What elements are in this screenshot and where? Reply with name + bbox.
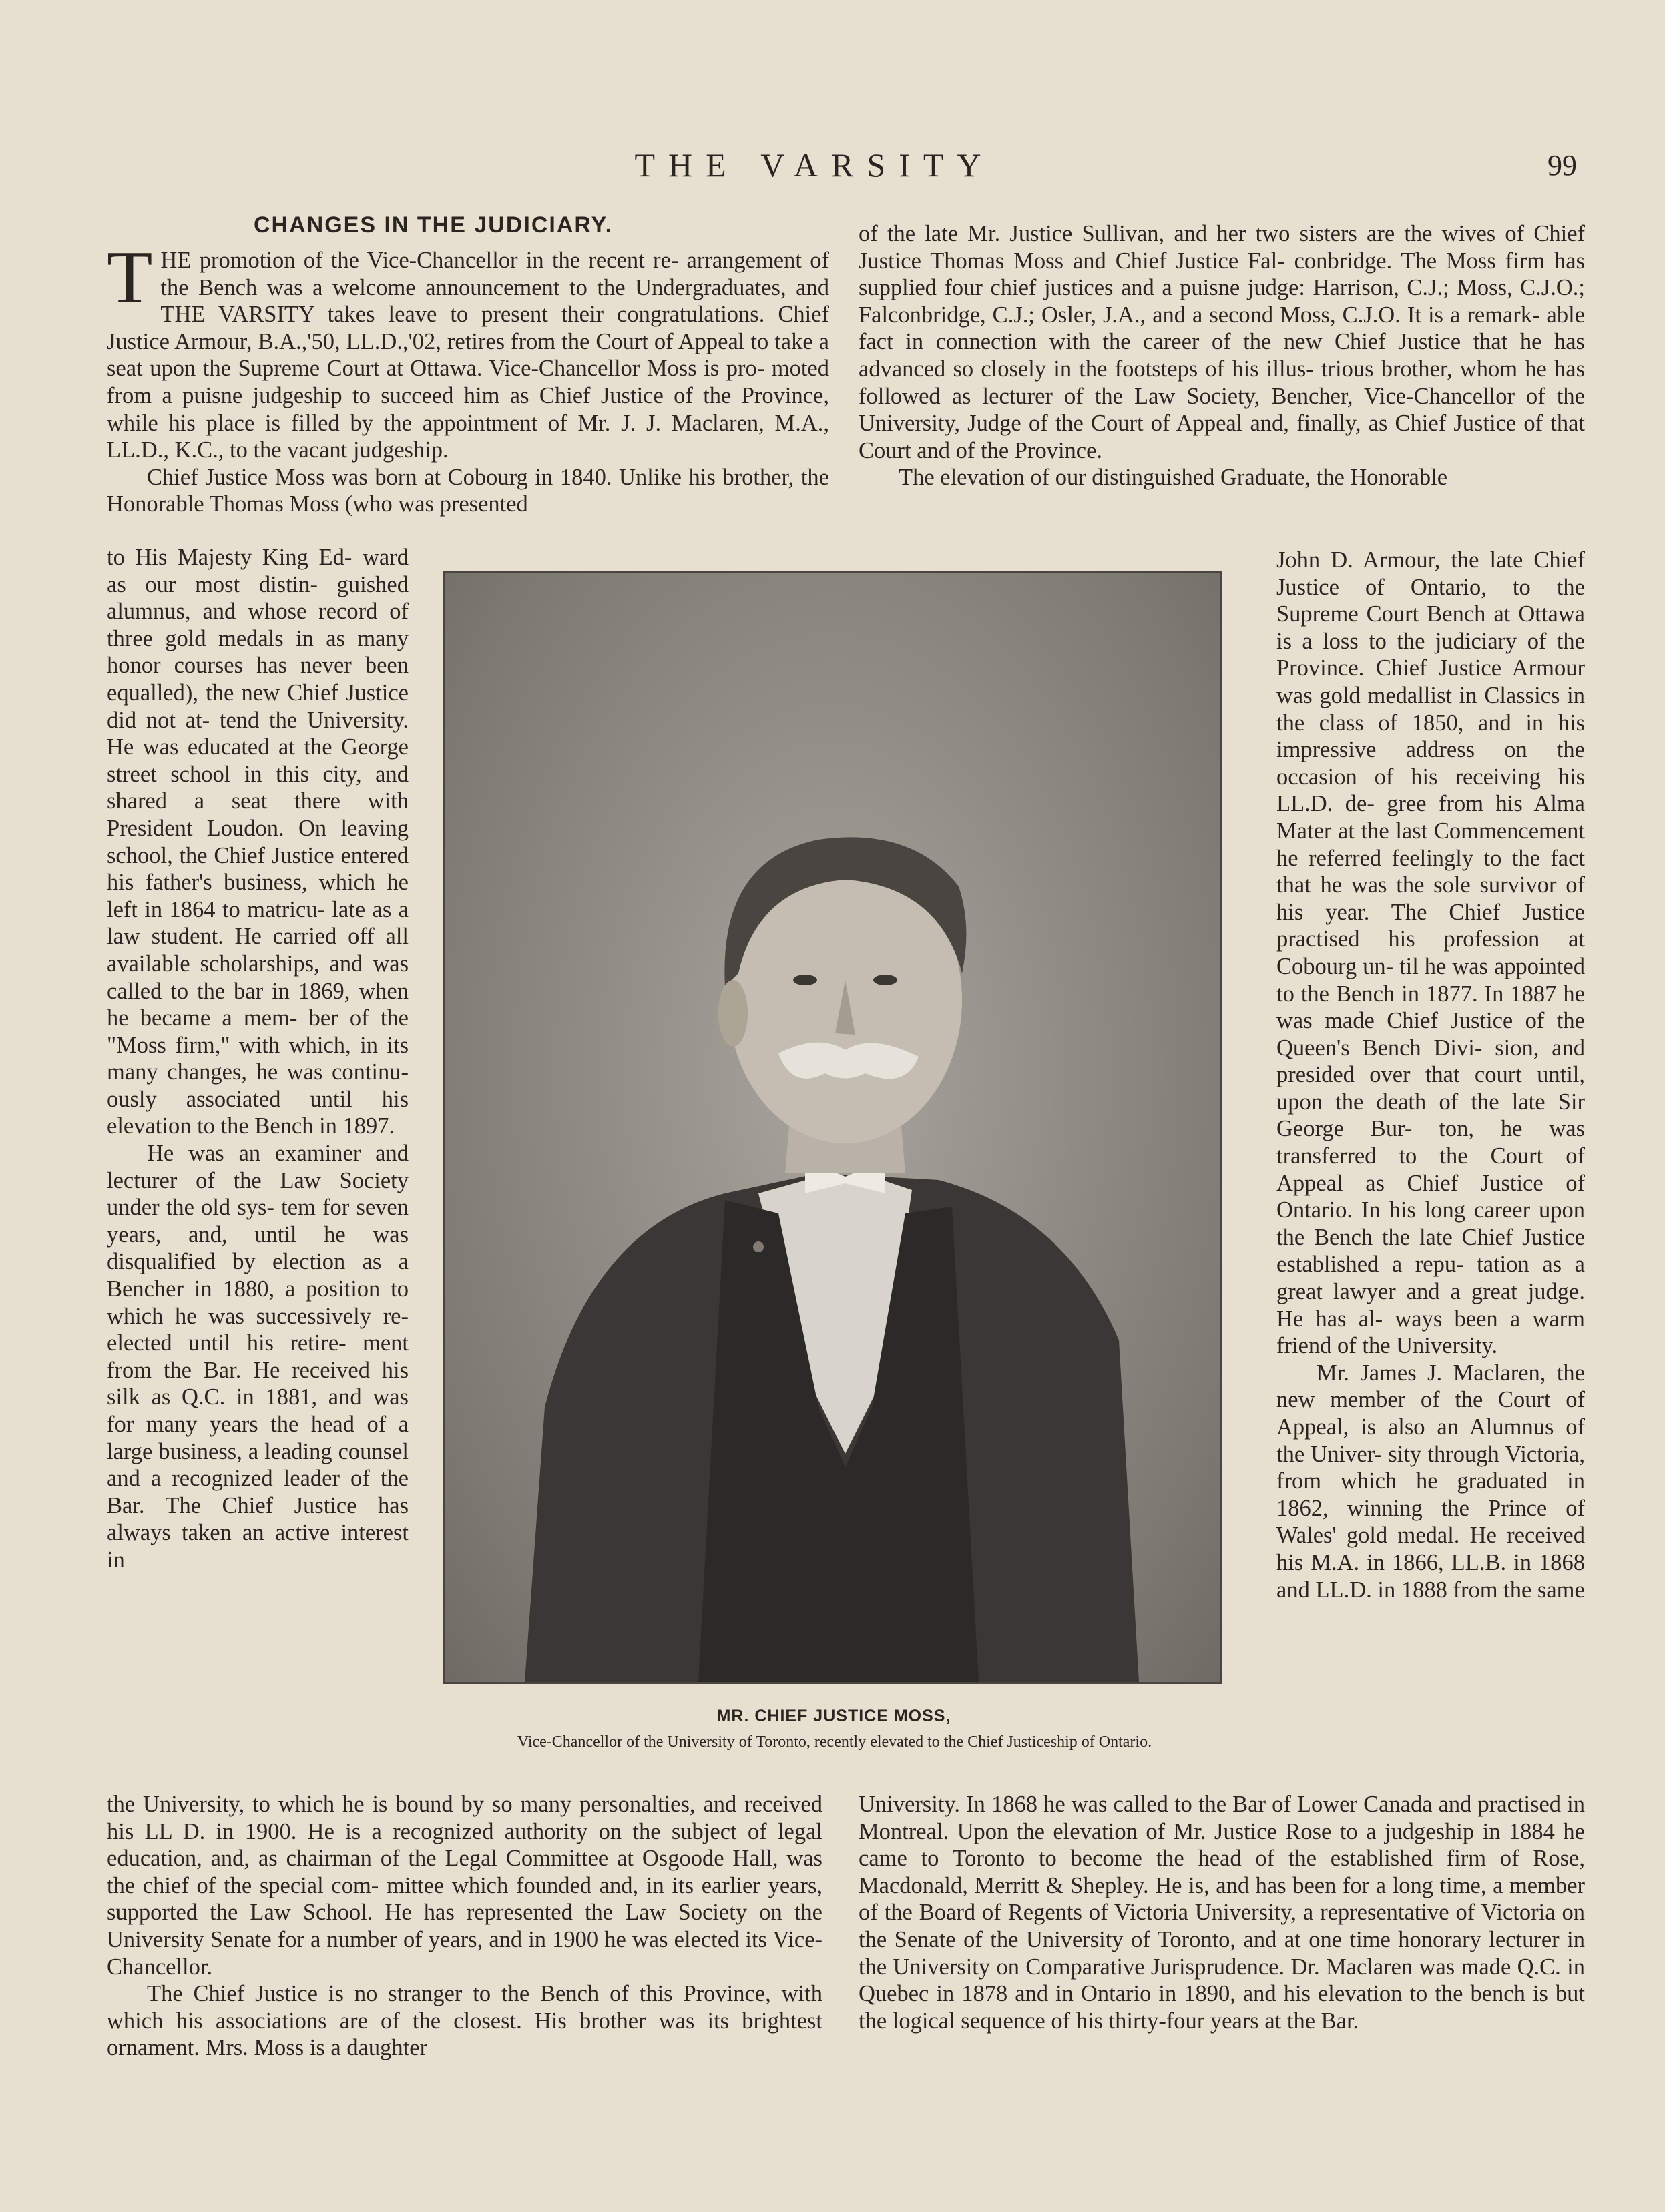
- paragraph-university-ties: the University, to which he is bound by so many personalties, and received his LL D. in 1900. He is a recognized authority on the subject of legal education, and, as chairman of the Legal Committee at Osgoode Hall, was the chief of the special com- mittee which founded and, in its earlier years, supported the Law School. He has represented the Law Society on the University Senate for a number of years, and in 1900 he was elected its Vice-Chancellor.: [107, 1791, 822, 1980]
- photo-caption-text: Vice-Chancellor of the University of Toronto, recently elevated to the Chief Justiceship of Ontario.: [517, 1733, 1152, 1751]
- drop-cap: T: [107, 236, 153, 319]
- paragraph-bench-associations: The Chief Justice is no stranger to the Bench of this Province, with which his associations are of the closest. His brother was its brightest ornament. Mrs. Moss is a daughter: [107, 1981, 822, 2061]
- opening-paragraph-text: HE promotion of the Vice-Chancellor in the recent re- arrangement of the Bench was a welcome announcement to the Undergraduates, and THE VARSITY takes leave to present their congratulations. Chief Justice Armour, B.A.,'50, LL.D.,'02, retires from the Court of Appeal to take a seat upon the Supreme Court at Ottawa. Vice-Chancellor Moss is pro- moted from a puisne judgeship to succeed him as Chief Justice of the Province, while his place is filled by the appointment of Mr. J. J. Maclaren, M.A., LL.D., K.C., to the vacant judgeship.: [107, 248, 829, 463]
- right-column-narrow: [1276, 547, 1585, 1603]
- paragraph-education: to His Majesty King Ed- ward as our most distin- guished alumnus, and whose record of three gold medals in as many honor courses has never been equalled), the new Chief Justice did not at- tend the University. He was educated at the George street school in this city, and shared a seat there with President Loudon. On leaving school, the Chief Justice entered his father's business, which he left in 1864 to matricu- late as a law student. He carried off all available scholarships, and was called to the bar in 1869, when he became a mem- ber of the "Moss firm," with which, in its many changes, he was continu- ously associated until his elevation to the Bench in 1897.: [107, 545, 409, 1139]
- portrait-photograph: [443, 571, 1222, 1684]
- portrait-right-eye: [873, 975, 897, 985]
- right-column-top: [859, 220, 1585, 491]
- running-header-title: THE VARSITY: [634, 146, 995, 184]
- portrait-button: [753, 1241, 764, 1252]
- opening-paragraph: [107, 236, 829, 464]
- left-column-narrow: [107, 544, 409, 1574]
- left-column-bottom: [107, 1791, 822, 2062]
- paragraph-born-cobourg: Chief Justice Moss was born at Cobourg in 1840. Unlike his brother, the Honorable Thomas Moss (who was presented: [107, 464, 829, 517]
- paragraph-law-society: He was an examiner and lecturer of the Law Society under the old sys- tem for seven years, and, until he was disqualified by election as a Bencher in 1880, a position to which he was successively re-elected until his retire- ment from the Bar. He received his silk as Q.C. in 1881, and was for many years the head of a large business, a leading counsel and a recognized leader of the Bar. The Chief Justice has always taken an active interest in: [107, 1141, 409, 1573]
- portrait-ear: [718, 980, 748, 1047]
- paragraph-moss-firm: of the late Mr. Justice Sullivan, and her two sisters are the wives of Chief Justice Thomas Moss and Chief Justice Fal- conbridge. The Moss firm has supplied four chief justices and a puisne judge: Harrison, C.J.; Moss, C.J.O.; Falconbridge, C.J.; Osler, J.A., and a second Moss, C.J.O. It is a remark- able fact in connection with the career of the new Chief Justice that he has advanced so closely in the footsteps of his illus- trious brother, whom he has followed as lecturer of the Law Society, Bencher, Vice-Chancellor of the University, Judge of the Court of Appeal and, finally, as Chief Justice of that Court and of the Province.: [859, 221, 1585, 463]
- photo-caption-title: MR. CHIEF JUSTICE MOSS,: [716, 1707, 951, 1725]
- paragraph-armour-career: John D. Armour, the late Chief Justice of Ontario, to the Supreme Court Bench at Ottawa is a loss to the judiciary of the Province. Chief Justice Armour was gold medallist in Classics in the class of 1850, and in his impressive address on the occasion of his receiving his LL.D. de- gree from his Alma Mater at the last Commencement he referred feelingly to the fact that he was the sole survivor of his year. The Chief Justice practised his profession at Cobourg un- til he was appointed to the Bench in 1877. In 1887 he was made Chief Justice of the Queen's Bench Divi- sion, and presided over that court until, upon the death of the late Sir George Bur- ton, he was transferred to the Court of Appeal as Chief Justice of Ontario. In his long career upon the Bench the late Chief Justice established a repu- tation as a great lawyer and a great judge. He has al- ways been a warm friend of the University.: [1276, 547, 1585, 1359]
- portrait-illustration: [445, 573, 1220, 1682]
- paragraph-armour-intro: The elevation of our distinguished Graduate, the Honorable: [899, 465, 1448, 491]
- page-number: 99: [1548, 149, 1577, 182]
- right-column-bottom: [859, 1791, 1585, 2034]
- left-column-top: [107, 236, 829, 518]
- paragraph-maclaren-intro: Mr. James J. Maclaren, the new member of the Court of Appeal, is also an Alumnus of the Univer- sity through Victoria, from which he graduated in 1862, winning the Prince of Wales' gold medal. He received his M.A. in 1866, LL.B. in 1868 and LL.D. in 1888 from the same: [1276, 1360, 1585, 1603]
- portrait-left-eye: [793, 975, 817, 985]
- paragraph-maclaren-career: University. In 1868 he was called to the Bar of Lower Canada and practised in Montreal. Upon the elevation of Mr. Justice Rose to a judgeship in 1884 he came to Toronto to become the head of the established firm of Rose, Macdonald, Merritt & Shepley. He is, and has been for a long time, a member of the Board of Regents of Victoria University, a representative of Victoria on the Senate of the University of Toronto, and at one time honorary lecturer in the University on Comparative Jurisprudence. Dr. Maclaren was made Q.C. in Quebec in 1878 and in Ontario in 1890, and his elevation to the bench is but the logical sequence of his thirty-four years at the Bar.: [859, 1791, 1585, 2034]
- article-title: CHANGES IN THE JUDICIARY.: [254, 212, 614, 238]
